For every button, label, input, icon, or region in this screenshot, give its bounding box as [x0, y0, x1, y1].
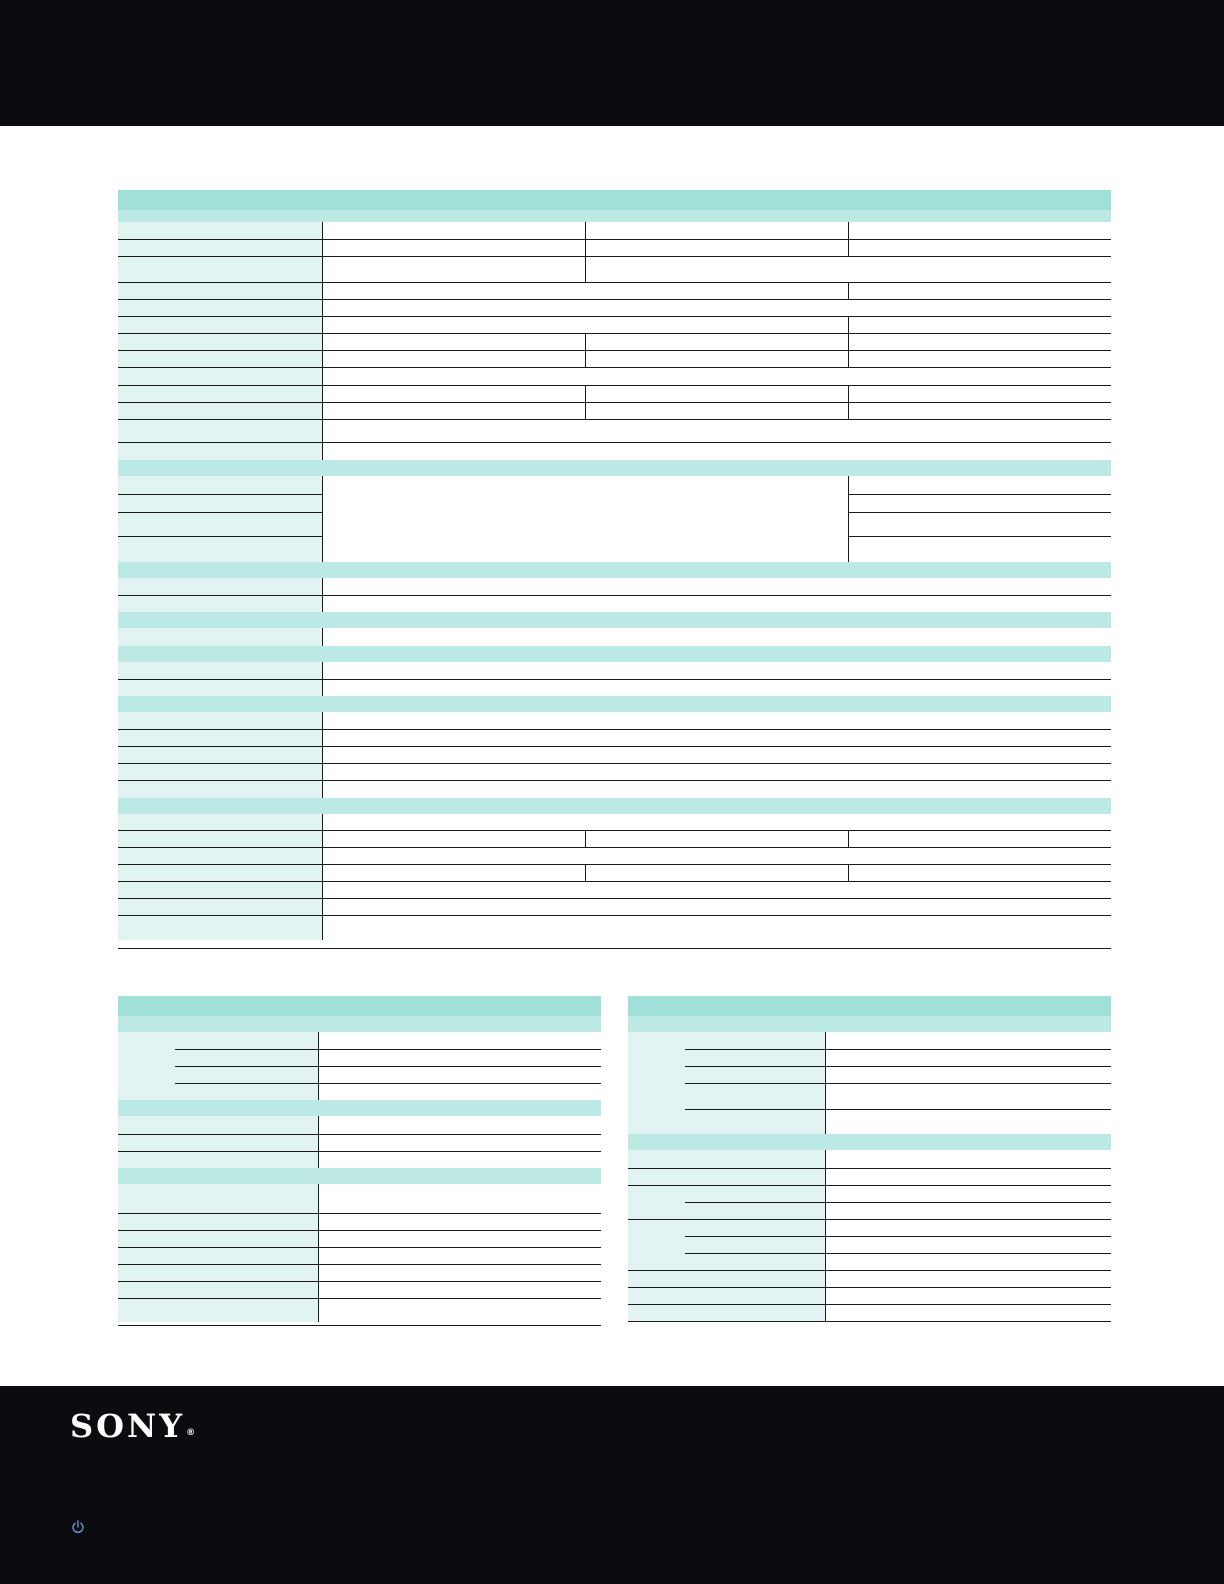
row-rule — [118, 881, 1111, 882]
row-label-column — [118, 222, 322, 460]
row-rule — [118, 494, 322, 495]
row-rule — [118, 780, 1111, 781]
section-header — [118, 646, 1111, 662]
row-rule — [118, 763, 1111, 764]
row-rule — [685, 1109, 1111, 1110]
section-header — [118, 612, 1111, 628]
column-divider — [848, 864, 849, 882]
main-spec-table — [118, 190, 1111, 950]
row-rule — [628, 1185, 1111, 1186]
registered-mark: ® — [186, 1428, 196, 1438]
row-rule — [685, 1083, 1111, 1084]
row-label-column — [118, 1184, 318, 1322]
row-rule — [118, 419, 1111, 420]
section-header — [118, 1100, 601, 1116]
row-rule — [848, 494, 1111, 495]
sony-logo — [70, 1407, 196, 1445]
column-divider — [322, 814, 323, 940]
row-rule — [118, 316, 1111, 317]
row-label-column — [118, 1116, 318, 1168]
row-rule — [118, 729, 1111, 730]
row-rule — [685, 1066, 1111, 1067]
row-label-column — [118, 476, 322, 562]
lower-right-spec-table — [628, 996, 1111, 1328]
column-divider — [848, 282, 849, 299]
row-rule — [118, 512, 322, 513]
column-divider — [318, 1116, 319, 1168]
column-divider — [322, 222, 323, 460]
column-divider — [585, 222, 586, 282]
table-header — [118, 190, 1111, 210]
row-rule — [628, 1304, 1111, 1305]
section-header — [118, 210, 1111, 222]
row-rule — [118, 1213, 601, 1214]
section-header — [628, 1016, 1111, 1032]
column-divider — [322, 712, 323, 798]
row-rule — [628, 1270, 1111, 1271]
row-rule — [118, 830, 1111, 831]
section-header — [118, 1168, 601, 1184]
row-rule — [118, 595, 1111, 596]
row-rule — [118, 898, 1111, 899]
row-rule — [628, 1168, 1111, 1169]
row-label-column — [118, 712, 322, 798]
row-rule — [628, 1321, 1111, 1322]
row-rule — [118, 442, 1111, 443]
row-rule — [628, 1219, 1111, 1220]
row-rule — [118, 1134, 601, 1135]
section-header — [628, 1134, 1111, 1150]
column-divider — [322, 476, 323, 562]
row-rule — [118, 1264, 601, 1265]
row-rule — [118, 536, 322, 537]
logo-wordmark: SONY — [70, 1407, 186, 1445]
section-header — [118, 696, 1111, 712]
row-rule — [118, 256, 1111, 257]
row-rule — [118, 1298, 601, 1299]
column-divider — [848, 476, 849, 562]
row-rule — [118, 1325, 601, 1326]
row-rule — [118, 282, 1111, 283]
row-rule — [848, 512, 1111, 513]
row-label-column — [118, 628, 322, 646]
row-rule — [848, 536, 1111, 537]
row-rule — [118, 239, 1111, 240]
table-header — [118, 996, 601, 1016]
table-header — [628, 996, 1111, 1016]
row-rule — [118, 385, 1111, 386]
row-rule — [118, 864, 1111, 865]
row-rule — [118, 1151, 601, 1152]
row-rule — [118, 915, 1111, 916]
row-rule — [175, 1066, 601, 1067]
row-rule — [685, 1049, 1111, 1050]
row-rule — [118, 1247, 601, 1248]
column-divider — [585, 830, 586, 848]
row-rule — [118, 679, 1111, 680]
section-header — [118, 562, 1111, 578]
section-header — [118, 1016, 601, 1032]
section-header — [118, 460, 1111, 476]
lower-left-spec-table — [118, 996, 601, 1328]
column-divider — [848, 830, 849, 848]
top-banner — [0, 0, 1224, 126]
row-rule — [118, 299, 1111, 300]
column-divider — [322, 628, 323, 646]
row-rule — [118, 948, 1111, 949]
row-rule — [685, 1202, 1111, 1203]
row-rule — [175, 1049, 601, 1050]
power-icon — [70, 1519, 86, 1535]
row-rule — [118, 333, 1111, 334]
row-rule — [118, 402, 1111, 403]
column-divider — [848, 316, 849, 367]
section-header — [118, 798, 1111, 814]
row-rule — [685, 1253, 1111, 1254]
row-rule — [118, 746, 1111, 747]
row-rule — [118, 1281, 601, 1282]
column-divider — [585, 864, 586, 882]
row-label-column — [118, 814, 322, 940]
row-rule — [175, 1083, 601, 1084]
row-rule — [118, 847, 1111, 848]
column-divider — [318, 1184, 319, 1322]
row-rule — [118, 367, 1111, 368]
row-rule — [118, 350, 1111, 351]
row-rule — [685, 1236, 1111, 1237]
row-rule — [118, 1230, 601, 1231]
row-rule — [628, 1287, 1111, 1288]
